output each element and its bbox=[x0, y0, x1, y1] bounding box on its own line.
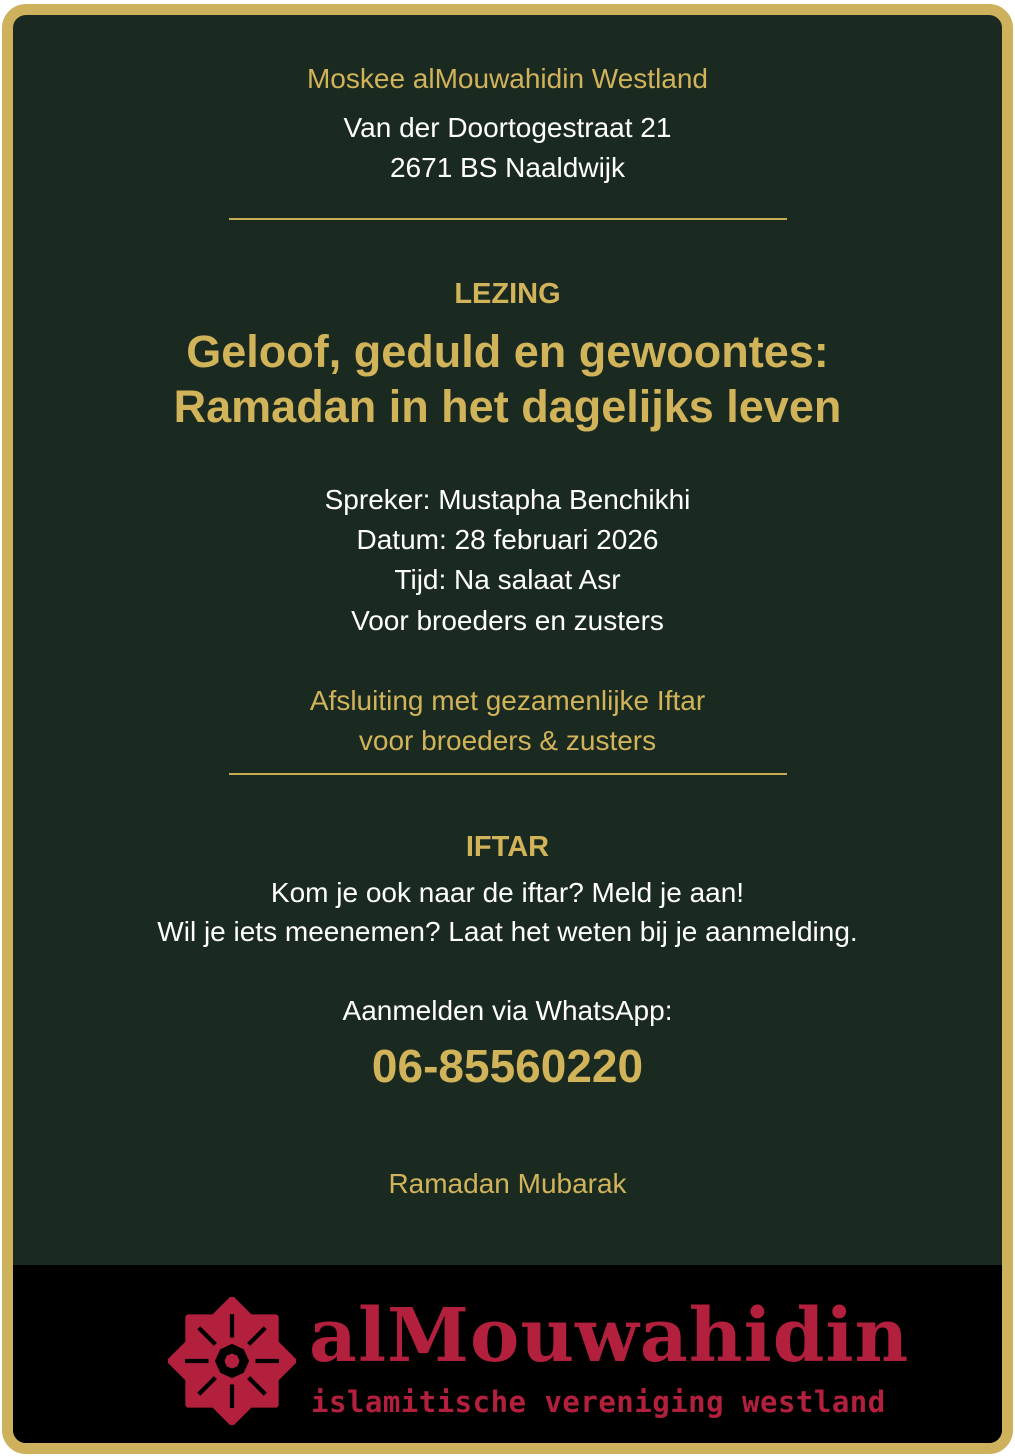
poster-content bbox=[13, 15, 1002, 1265]
poster-frame bbox=[2, 4, 1013, 1454]
mosque-name: Moskee alMouwahidin Westland bbox=[306, 63, 709, 94]
lecture-title-line2: Ramadan in het dagelijks leven bbox=[173, 381, 842, 432]
geometric-star-icon bbox=[168, 1297, 296, 1425]
whatsapp-phone-number[interactable]: 06-85560220 bbox=[371, 1040, 644, 1092]
lecture-date: Datum: 28 februari 2026 bbox=[356, 524, 659, 555]
lecture-time: Tijd: Na salaat Asr bbox=[394, 564, 621, 595]
lecture-speaker: Spreker: Mustapha Benchikhi bbox=[324, 484, 691, 515]
logo-subtitle: islamitische vereniging westland bbox=[311, 1385, 886, 1419]
iftar-line2: Wil je iets meenemen? Laat het weten bij je aanmelding. bbox=[157, 916, 858, 947]
lecture-title-line1: Geloof, geduld en gewoontes: bbox=[186, 326, 829, 377]
closing-line2: voor broeders & zusters bbox=[358, 725, 657, 756]
signup-label: Aanmelden via WhatsApp: bbox=[342, 995, 673, 1026]
address-city: 2671 BS Naaldwijk bbox=[389, 152, 626, 183]
logo-wordmark: alMouwahidin bbox=[309, 1293, 910, 1379]
lecture-audience: Voor broeders en zusters bbox=[351, 605, 664, 636]
iftar-label: IFTAR bbox=[465, 831, 550, 863]
divider-bottom bbox=[229, 773, 787, 775]
address-street: Van der Doortogestraat 21 bbox=[343, 112, 672, 143]
iftar-line1: Kom je ook naar de iftar? Meld je aan! bbox=[270, 877, 745, 908]
greeting: Ramadan Mubarak bbox=[388, 1168, 627, 1199]
closing-line1: Afsluiting met gezamenlijke Iftar bbox=[309, 685, 706, 716]
divider-top bbox=[229, 218, 787, 220]
lecture-label: LEZING bbox=[454, 278, 561, 310]
footer-logo-bar bbox=[13, 1265, 1002, 1443]
